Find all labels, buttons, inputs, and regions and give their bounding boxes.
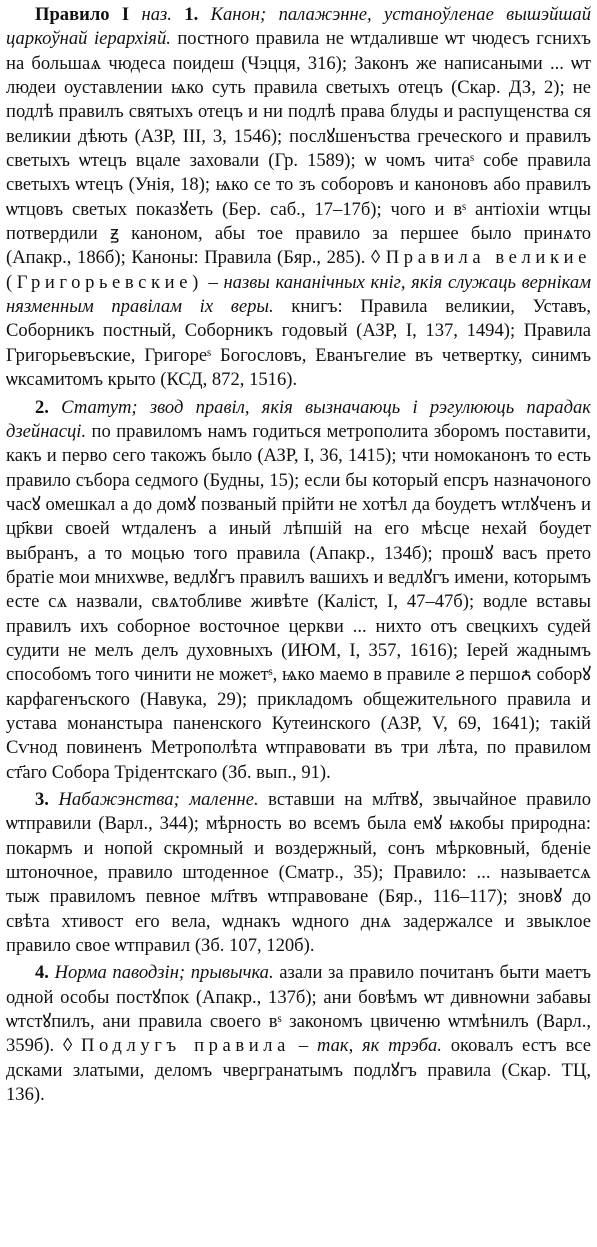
phrase-quotations: книгъ: Правила великии, Уставъ, Соборникъ постный, Соборникъ годовый (АЗР, І, 137, 1494); Правила Григорьевъские, Григореˢ Богословъ, Еванъгелие въ четвертку, синимъ ѡксамитомъ крыто (КСД, 872, 1516). xyxy=(6,296,592,391)
phrase-marker: ◊ xyxy=(54,1035,81,1057)
sense-2 xyxy=(6,396,591,786)
headword: Правило I xyxy=(35,4,130,25)
sense-number: 3. xyxy=(35,789,49,810)
sense-definition: Канон; палажэнне, устаноўленае вышэйшай царкоўнай іерархіяй. xyxy=(6,4,591,50)
sense-number: 4. xyxy=(35,962,49,984)
phrase-gloss: назвы кананічных кніг, якія служаць вернікам нязменным правілам іх веры. xyxy=(6,271,592,318)
sense-definition: Норма паводзін; прывычка. xyxy=(54,962,274,984)
dictionary-entry xyxy=(6,3,591,1107)
phrase-marker: ◊ xyxy=(365,247,386,269)
sense-number: 2. xyxy=(35,396,49,418)
phrase-dash: – xyxy=(290,1035,317,1057)
quotations: вставши на мл҃твꙋ, звычайное правило ѡтправили (Варл., 344); мѣрность во всемъ была емꙋ ѩкобы природна: покармъ и нопой скромный и воздержный, сонъ мѣрковный, бденіе штоночное, правило штоденное (Сматр., 35); Правило: ... называетсѧ тыж правиломъ певное мл҃твъ ѡтправоване (Бяр., 116–117); зновꙋ до свѣта хтивост его вела, ѡднакъ ѡдного днѧ задержалсе и звыклое правило свое ѡтправил (Зб. 107, 120б). xyxy=(6,789,591,957)
quotations: азали за правило почитанъ быти маетъ одной особы постꙋпок (Апакр., 137б); ани бовѣмъ ѡт дивноѡни забавы ѡтстꙋпилъ, ани правила своего вˢ закономъ цвиченю ѡтмѣнилъ (Варл., 359б). xyxy=(6,962,591,1057)
sense-3 xyxy=(6,788,591,958)
quotations: по правиломъ намъ годиться метрополита зборомъ поставити, какъ и перво сего такожъ было (АЗР, І, 36, 1415); чти номоканонъ то есть правило събора седмого (Будны, 15); если бы который епсръ назначоного часꙋ омешкал а до домꙋ позваный прійти не хотѣл да боудетъ ѡтлꙋченъ и цр҃кви своей ѡтдаленъ а иный лѣпшій на его мѣсце нехай боудет выбранъ, а то моцью того правила (Апакр., 134б); прошꙋ васъ прето братіе мои мнихѡве, ведлꙋгъ правилъ вашихъ и ведлꙋгъ имени, которымъ есте сѧ назвали, свѧтобливе живѣте (Каліст, І, 47–47б); водле вставы правилъ ихъ соборное восточное церкви ... нихто отъ свецкихъ судей судити не мелъ делъ духовныхъ (ИЮМ, І, 357, 1616); Іерей жаднымъ способомъ того чинити не можетˢ, ѩко маемо в правиле ꙅ першоꙉ соборꙋ карфагенъского (Навука, 29); прикладомъ общежительного правила и устава монанстыра паненского Кутеинского (АЗР, V, 69, 1641); такій Сѵнод повиненъ Метрополѣта ѡтправовати въ три лѣта, по правилом ст҃аго Собора Трідентскаго (Зб. вып., 91). xyxy=(6,420,591,783)
phrase-quotations: оковалъ естъ все дсками златыми, деломъ чвергранатымъ подлꙋгъ правила (Скар. ТЦ, 136). xyxy=(6,1035,591,1106)
sense-1 xyxy=(6,3,591,393)
sense-4 xyxy=(6,961,591,1107)
phrase-headword: Правила великие (Григорьевские) xyxy=(6,247,592,293)
phrase-dash: – xyxy=(202,271,224,293)
phrase-headword: Подлугъ правила xyxy=(81,1035,291,1057)
grammar-label: наз. xyxy=(141,4,172,25)
sense-definition: Набажэнствa; маленне. xyxy=(58,789,259,810)
phrase-gloss: так, як трэба. xyxy=(316,1035,442,1057)
sense-definition: Статут; звод правіл, якія вызначаюць і рэгулююць парадак дзейнасці. xyxy=(6,396,591,442)
sense-number: 1. xyxy=(184,4,199,25)
quotations: постного правила не ѡтдаливше ѡт чюдесъ гсниxъ на большаѧ чюдеса поидеш (Чэцця, 316); Законъ же написаными ... ѡт людеи оуставлении ѩко суть правила светыхъ отецъ (Скар. ДЗ, 2); не подлѣ правилъ святыхъ отецъ и ни подлѣ права блуды и распущенства ся великии дѣють (АЗР, ІІІ, 3, 1546); послꙋшенъства греческого и правилъ светыхъ ѡтецъ вцале заховали (Гр. 1589); ѡ чомъ читаˢ собе правила светыхъ ѡтецъ (Унія, 18); ѩко се то зъ соборовъ и каноновъ або правилъ ѡтцовъ светых показꙋеть (Бер. саб., 17–17б); чого и вˢ антіохіи ѡтцы потвердили ꙃ каноном, абы тое правило за першее было принѧто (Апакр., 186б); Каноны: Правила (Бяр., 285). xyxy=(6,28,591,269)
